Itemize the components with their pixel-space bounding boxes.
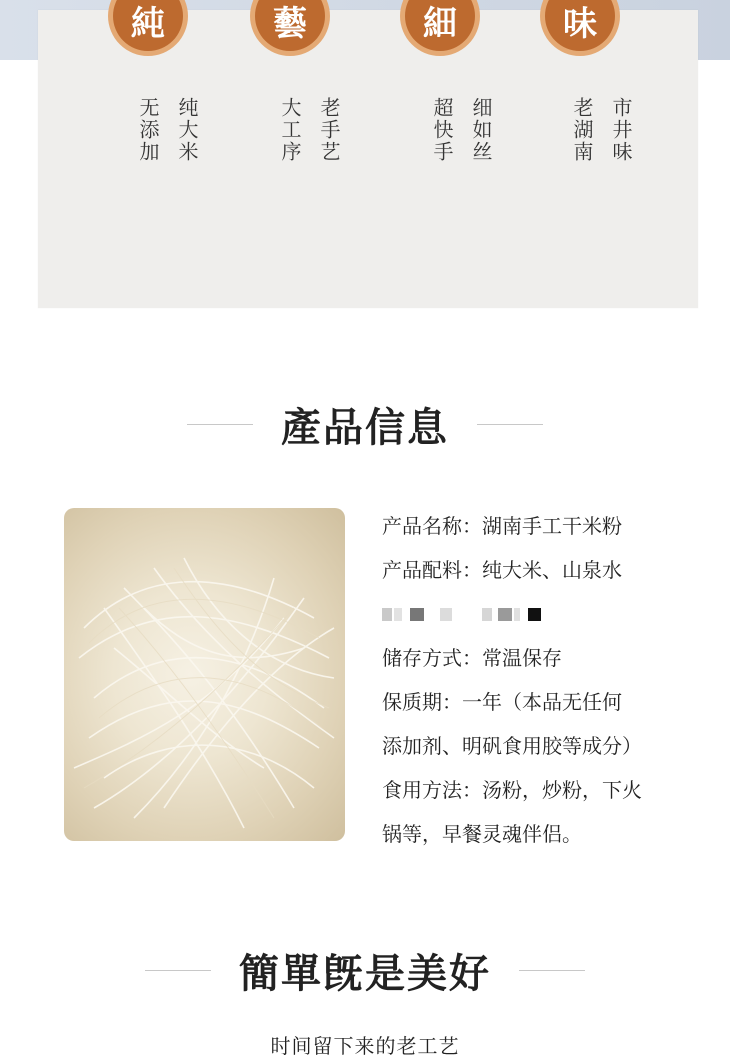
- product-storage: 储存方式：常温保存: [382, 646, 562, 670]
- product-info-list: [382, 504, 692, 856]
- feature-line: 超快手: [430, 97, 454, 163]
- section-heading-simple: [0, 942, 730, 999]
- divider-left: [187, 424, 253, 425]
- feature-badge-craft: [250, 0, 330, 56]
- feature-char: 藝: [255, 0, 325, 51]
- feature-line: 无添加: [136, 97, 160, 163]
- divider-right: [519, 970, 585, 971]
- section-title: 產品信息: [281, 404, 449, 451]
- product-usage: 食用方法：汤粉，炒粉，下火: [382, 778, 642, 802]
- feature-line: 老手艺: [317, 97, 341, 163]
- features-panel: [38, 4, 698, 308]
- feature-char: 細: [405, 0, 475, 51]
- feature-text-pure: [134, 97, 202, 163]
- product-shelf-life-cont: 添加剂、明矾食用胶等成分）: [382, 734, 642, 758]
- feature-badge-pure: [108, 0, 188, 56]
- feature-text-craft: [276, 97, 344, 163]
- redacted-line: [382, 592, 692, 636]
- feature-badge-taste: [540, 0, 620, 56]
- product-ingredients: 产品配料：纯大米、山泉水: [382, 558, 622, 582]
- feature-line: 细如丝: [469, 97, 493, 163]
- feature-line: 大工序: [278, 97, 302, 163]
- feature-badge-fine: [400, 0, 480, 56]
- rice-noodle-image: [64, 508, 345, 841]
- divider-left: [145, 970, 211, 971]
- product-usage-cont: 锅等，早餐灵魂伴侣。: [382, 822, 582, 846]
- feature-line: 市井味: [609, 97, 633, 163]
- product-shelf-life: 保质期：一年（本品无任何: [382, 690, 622, 714]
- feature-text-fine: [428, 97, 496, 163]
- feature-text-taste: [568, 97, 636, 163]
- feature-char: 味: [545, 0, 615, 51]
- product-photo: [64, 508, 345, 841]
- section-title: 簡單旣是美好: [239, 950, 491, 997]
- footer-text: 时间留下来的老工艺: [270, 1034, 460, 1058]
- feature-line: 老湖南: [570, 97, 594, 163]
- divider-right: [477, 424, 543, 425]
- feature-line: 纯大米: [175, 97, 199, 163]
- product-name: 产品名称：湖南手工干米粉: [382, 514, 622, 538]
- feature-char: 純: [113, 0, 183, 51]
- section-heading-product-info: [0, 396, 730, 453]
